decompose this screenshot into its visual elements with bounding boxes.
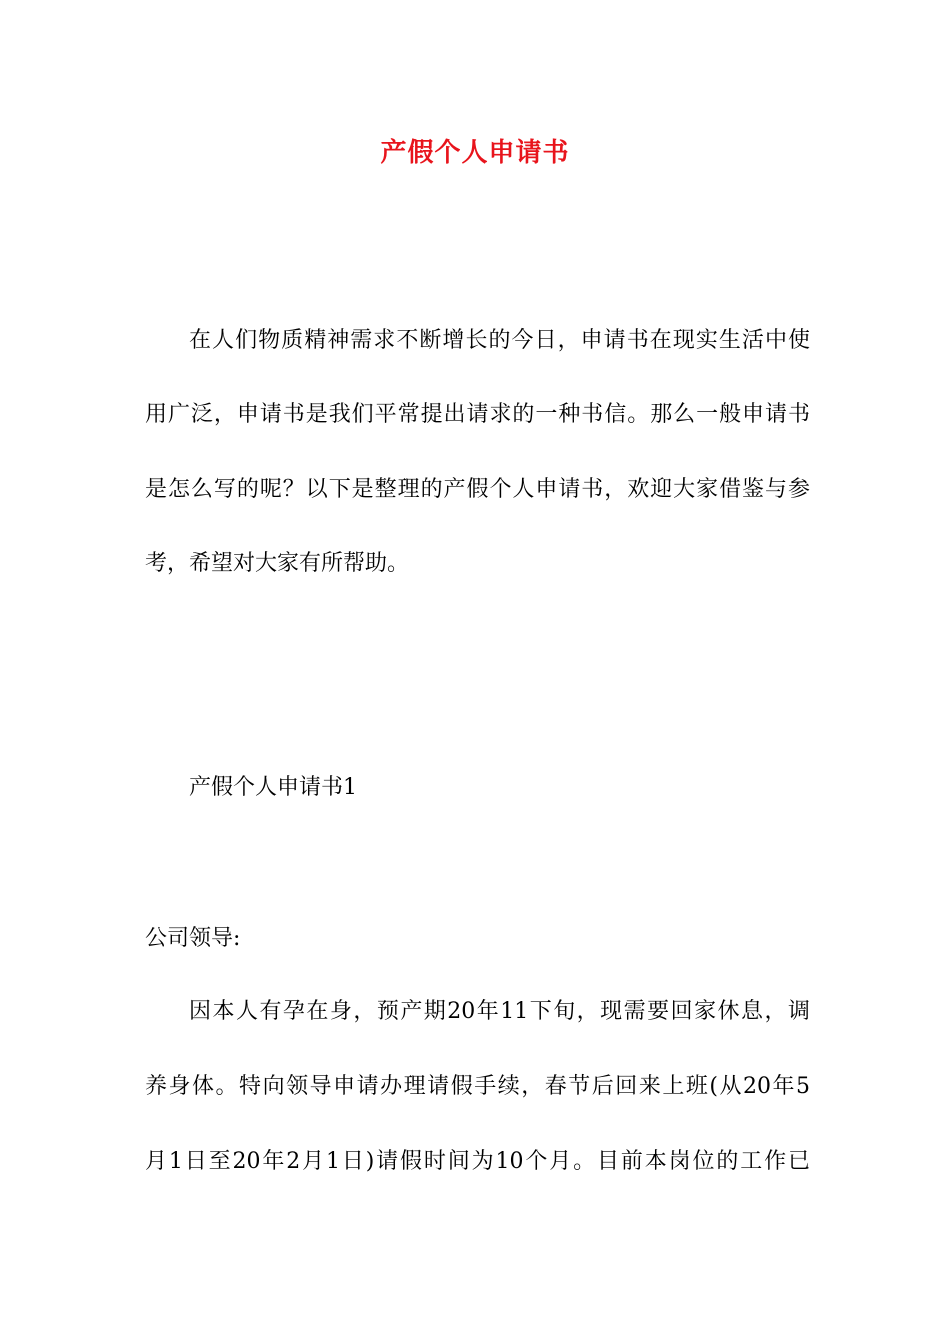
salutation: 公司领导: xyxy=(145,926,241,951)
intro-line-2: 用广泛，申请书是我们平常提出请求的一种书信。那么一般申请书 xyxy=(145,402,810,427)
intro-line-4: 考，希望对大家有所帮助。 xyxy=(145,551,410,576)
intro-line-1: 在人们物质精神需求不断增长的今日，申请书在现实生活中使 xyxy=(189,328,810,353)
intro-line-3: 是怎么写的呢？以下是整理的产假个人申请书，欢迎大家借鉴与参 xyxy=(145,477,810,502)
document-title: 产假个人申请书 xyxy=(380,138,570,168)
body-line-3: 月1日至20年2月1日)请假时间为10个月。目前本岗位的工作已 xyxy=(145,1149,810,1174)
section-heading: 产假个人申请书1 xyxy=(189,775,357,800)
body-line-1: 因本人有孕在身，预产期20年11下旬，现需要回家休息，调 xyxy=(189,999,810,1024)
body-line-2: 养身体。特向领导申请办理请假手续，春节后回来上班(从20年5 xyxy=(145,1074,810,1099)
